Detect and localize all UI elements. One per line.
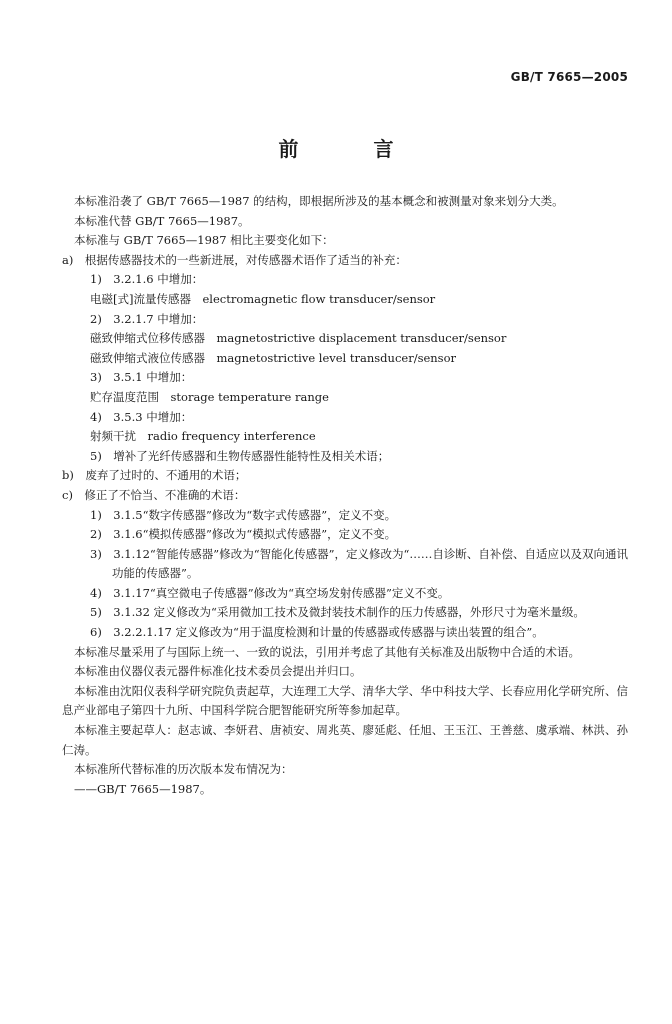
list-subitem: 5) 3.1.32 定义修改为“采用微加工技术及微封装技术制作的压力传感器，外形尺寸为毫米量级。	[90, 605, 585, 620]
paragraph: 本标准主要起草人：赵志诚、李妍君、唐祯安、周兆英、廖延彪、任旭、王玉江、王善慈、虞承端、林洪、孙仁涛。	[62, 723, 628, 757]
list-subitem: 2) 3.2.1.7 中增加：	[90, 311, 204, 326]
term-entry: 磁致伸缩式液位传感器 magnetostrictive level transducer/sensor	[90, 350, 456, 365]
page-title: 前 言	[278, 137, 428, 161]
standard-number: GB/T 7665—2005	[510, 70, 628, 84]
list-subitem: 4) 3.5.3 中增加：	[90, 409, 193, 424]
list-subitem: 3) 3.1.12“智能传感器”修改为“智能化传感器”，定义修改为“……自诊断、自补偿、自适应以及双向通讯功能的传感器”。	[90, 546, 628, 581]
list-subitem: 4) 3.1.17“真空微电子传感器”修改为“真空场发射传感器”定义不变。	[90, 585, 450, 600]
list-item-c: c) 修正了不恰当、不准确的术语：	[62, 487, 246, 502]
paragraph: ——GB/T 7665—1987。	[74, 781, 212, 796]
list-subitem: 1) 3.2.1.6 中增加：	[90, 272, 204, 287]
term-entry: 磁致伸缩式位移传感器 magnetostrictive displacement transducer/sensor	[90, 331, 507, 346]
list-subitem: 6) 3.2.2.1.17 定义修改为“用于温度检测和计量的传感器或传感器与读出装置的组合”。	[90, 625, 544, 640]
list-subitem: 3) 3.5.1 中增加：	[90, 370, 193, 385]
term-entry: 射频干扰 radio frequency interference	[90, 429, 316, 444]
term-entry: 贮存温度范围 storage temperature range	[90, 389, 329, 404]
paragraph: 本标准尽量采用了与国际上统一、一致的说法，引用并考虑了其他有关标准及出版物中合适的术语。	[74, 644, 580, 659]
paragraph: 本标准沿袭了 GB/T 7665—1987 的结构，即根据所涉及的基本概念和被测量对象来划分大类。	[74, 194, 564, 208]
list-item-b: b) 废弃了过时的、不通用的术语；	[62, 468, 247, 483]
list-subitem: 5) 增补了光纤传感器和生物传感器性能特性及相关术语；	[90, 448, 390, 463]
term-entry: 电磁[式]流量传感器 electromagnetic flow transducer/sensor	[90, 291, 436, 306]
foreword-body	[62, 192, 628, 799]
list-subitem: 1) 3.1.5“数字传感器”修改为“数字式传感器”，定义不变。	[90, 507, 397, 522]
paragraph: 本标准所代替标准的历次版本发布情况为：	[74, 762, 293, 777]
paragraph: 本标准与 GB/T 7665—1987 相比主要变化如下：	[74, 233, 334, 248]
list-subitem: 2) 3.1.6“模拟传感器”修改为“模拟式传感器”，定义不变。	[90, 527, 397, 542]
paragraph: 本标准代替 GB/T 7665—1987。	[74, 213, 250, 228]
paragraph: 本标准由沈阳仪表科学研究院负责起草，大连理工大学、清华大学、华中科技大学、长春应用化学研究所、信息产业部电子第四十九所、中国科学院合肥智能研究所等参加起草。	[62, 683, 628, 718]
list-item-a: a) 根据传感器技术的一些新进展，对传感器术语作了适当的补充：	[62, 252, 407, 267]
paragraph: 本标准由仪器仪表元器件标准化技术委员会提出并归口。	[74, 664, 362, 679]
